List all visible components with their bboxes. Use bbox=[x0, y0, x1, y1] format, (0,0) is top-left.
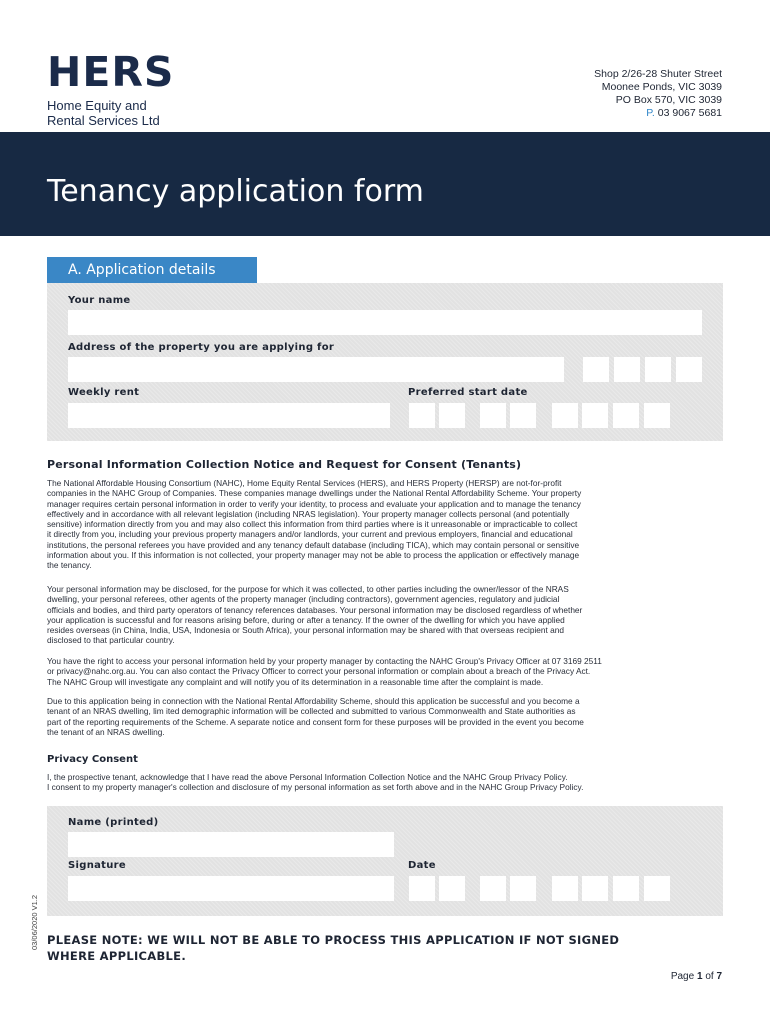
privacy-consent-title: Privacy Consent bbox=[47, 754, 138, 765]
date-label: Date bbox=[408, 860, 436, 871]
notice-line: companies in the NAHC Group of Companies. These companies manage dwellings under the National Rental Affordability Scheme. Your property bbox=[47, 488, 582, 499]
start-date-box[interactable] bbox=[644, 403, 670, 428]
start-date-box[interactable] bbox=[582, 403, 608, 428]
name-printed-input[interactable] bbox=[68, 832, 394, 857]
postcode-box[interactable] bbox=[645, 357, 671, 382]
notice-line: the tenant of an NRAS dwelling. bbox=[47, 726, 165, 737]
notice-line: The NAHC Group will investigate any complaint and will notify you of its determination in a reasonable time after the complaint is made. bbox=[47, 676, 544, 687]
page-current: 1 bbox=[696, 971, 703, 982]
notice-line: You have the right to access your personal information held by your property manager by contacting the NAHC Group's Privacy Officer at 07 3169 2511 bbox=[47, 656, 602, 666]
consent-line: I, the prospective tenant, acknowledge that I have read the above Personal Information Collection Notice and the NAHC Group Privacy Policy. bbox=[47, 772, 568, 782]
notice-line: dwelling, your personal referees, other agents of the property manager (including contractors), government agencies, regulatory and judicial bbox=[47, 594, 560, 605]
notice-line: institutions, the personal referees you have provided and any tenancy default database (including TICA), which may contain personal or sensitive bbox=[47, 539, 580, 550]
postcode-box[interactable] bbox=[583, 357, 609, 382]
start-date-box[interactable] bbox=[409, 403, 435, 428]
postcode-box[interactable] bbox=[676, 357, 702, 382]
page-title: Tenancy application form bbox=[47, 174, 424, 209]
page-prefix: Page bbox=[670, 971, 695, 982]
company-name bbox=[47, 98, 174, 128]
notice-line: manager requires certain personal information in order to verify your identity, to process and evaluate your application and to manage the tenancy bbox=[47, 498, 581, 509]
phone-line bbox=[594, 107, 722, 120]
privacy-consent-text bbox=[47, 772, 723, 793]
please-note-line: PLEASE NOTE: WE WILL NOT BE ABLE TO PROCESS THIS APPLICATION IF NOT SIGNED bbox=[47, 933, 620, 947]
notice-paragraph-4 bbox=[47, 696, 723, 737]
please-note-line: WHERE APPLICABLE. bbox=[47, 949, 187, 963]
weekly-rent-label: Weekly rent bbox=[68, 387, 140, 398]
notice-line: information about you. If this information is not collected, your property manager may not be able to process the application or effectively manage bbox=[47, 550, 580, 561]
notice-title: Personal Information Collection Notice and Request for Consent (Tenants) bbox=[47, 458, 522, 471]
start-date-box[interactable] bbox=[439, 403, 465, 428]
date-box[interactable] bbox=[582, 876, 608, 901]
name-printed-label: Name (printed) bbox=[68, 817, 159, 828]
notice-paragraph-1 bbox=[47, 478, 723, 571]
start-date-box[interactable] bbox=[552, 403, 578, 428]
start-date-box[interactable] bbox=[613, 403, 639, 428]
company-line-1: Home Equity and bbox=[47, 98, 147, 113]
page-of: of bbox=[705, 971, 714, 982]
date-box[interactable] bbox=[613, 876, 639, 901]
date-box[interactable] bbox=[510, 876, 536, 901]
notice-line: your application is successful and for reasons arising before, during or after a tenancy. If the owner of the dwelling for which you have applied bbox=[47, 614, 565, 625]
hers-logo bbox=[47, 48, 175, 128]
contact-address bbox=[594, 68, 722, 120]
address-line-3: PO Box 570, VIC 3039 bbox=[615, 94, 722, 106]
version-stamp: 03/06/2020 V1.2 bbox=[30, 894, 39, 950]
notice-paragraph-3 bbox=[47, 656, 723, 687]
property-address-input[interactable] bbox=[68, 357, 564, 382]
signature-label: Signature bbox=[68, 860, 126, 871]
postcode-box[interactable] bbox=[614, 357, 640, 382]
notice-line: The National Affordable Housing Consortium (NAHC), Home Equity Rental Services (HERS), and HERS Property (HERSP) are not-for-profit bbox=[47, 478, 562, 488]
date-box[interactable] bbox=[439, 876, 465, 901]
address-line-2: Moonee Ponds, VIC 3039 bbox=[601, 81, 722, 93]
notice-line: or privacy@nahc.org.au. You can also contact the Privacy Officer to correct your personal information or complain about a breach of the Privacy Act. bbox=[47, 666, 591, 677]
date-box[interactable] bbox=[644, 876, 670, 901]
notice-line: Due to this application being in connection with the National Rental Affordability Scheme, should this application be successful and you become a bbox=[47, 696, 580, 706]
date-box[interactable] bbox=[552, 876, 578, 901]
date-box[interactable] bbox=[480, 876, 506, 901]
phone-label: P. bbox=[646, 107, 655, 119]
address-line-1: Shop 2/26-28 Shuter Street bbox=[594, 68, 722, 80]
property-address-label: Address of the property you are applying for bbox=[68, 342, 335, 353]
your-name-label: Your name bbox=[68, 295, 131, 306]
consent-line: I consent to my property manager's collection and disclosure of my personal information as set forth above and in the NAHC Group Privacy Policy. bbox=[47, 782, 584, 793]
date-box[interactable] bbox=[409, 876, 435, 901]
start-date-box[interactable] bbox=[480, 403, 506, 428]
company-line-2: Rental Services Ltd bbox=[47, 113, 160, 128]
page-total: 7 bbox=[716, 971, 722, 982]
start-date-box[interactable] bbox=[510, 403, 536, 428]
page-number bbox=[671, 971, 722, 982]
notice-line: effectively and in accordance with all relevant legislation (including NRAS legislation). Your property manager collects personal (and potentially bbox=[47, 508, 570, 519]
notice-line: disclosed to that particular country. bbox=[47, 635, 175, 646]
notice-line: part of the reporting requirements of the Scheme. A separate notice and consent form for these purposes will be provided in the event you become bbox=[47, 716, 584, 727]
please-note bbox=[47, 932, 619, 964]
your-name-input[interactable] bbox=[68, 310, 702, 335]
logo-wordmark: HERS bbox=[47, 48, 175, 96]
notice-line: the tenancy. bbox=[47, 560, 92, 571]
section-a-heading: A. Application details bbox=[47, 257, 257, 283]
notice-line: Your personal information may be disclosed, for the purpose for which it was collected, to other parties including the owner/lessor of the NRAS bbox=[47, 584, 569, 594]
notice-line: it directly from you, including your previous property managers and/or landlords, your current and previous employers, financial and educational bbox=[47, 529, 573, 540]
phone-number: 03 9067 5681 bbox=[657, 107, 722, 119]
notice-paragraph-2 bbox=[47, 584, 723, 646]
preferred-start-label: Preferred start date bbox=[408, 387, 528, 398]
notice-line: sensitive) information directly from you and may also collect this information from third parties where is it unreasonable or impracticable to collect bbox=[47, 519, 578, 530]
notice-line: officials and bodies, and third party operators of tenancy references databases. Your personal information may be disclosed regardless of whether bbox=[47, 604, 583, 615]
notice-line: resides overseas (in China, India, USA, Indonesia or South Africa), your personal information may be shared with that overseas recipient and bbox=[47, 625, 564, 636]
weekly-rent-input[interactable] bbox=[68, 403, 390, 428]
signature-input[interactable] bbox=[68, 876, 394, 901]
notice-line: tenant of an NRAS dwelling, lim ited demographic information will be collected and submitted to various Commonwealth and State authorities as bbox=[47, 706, 576, 717]
